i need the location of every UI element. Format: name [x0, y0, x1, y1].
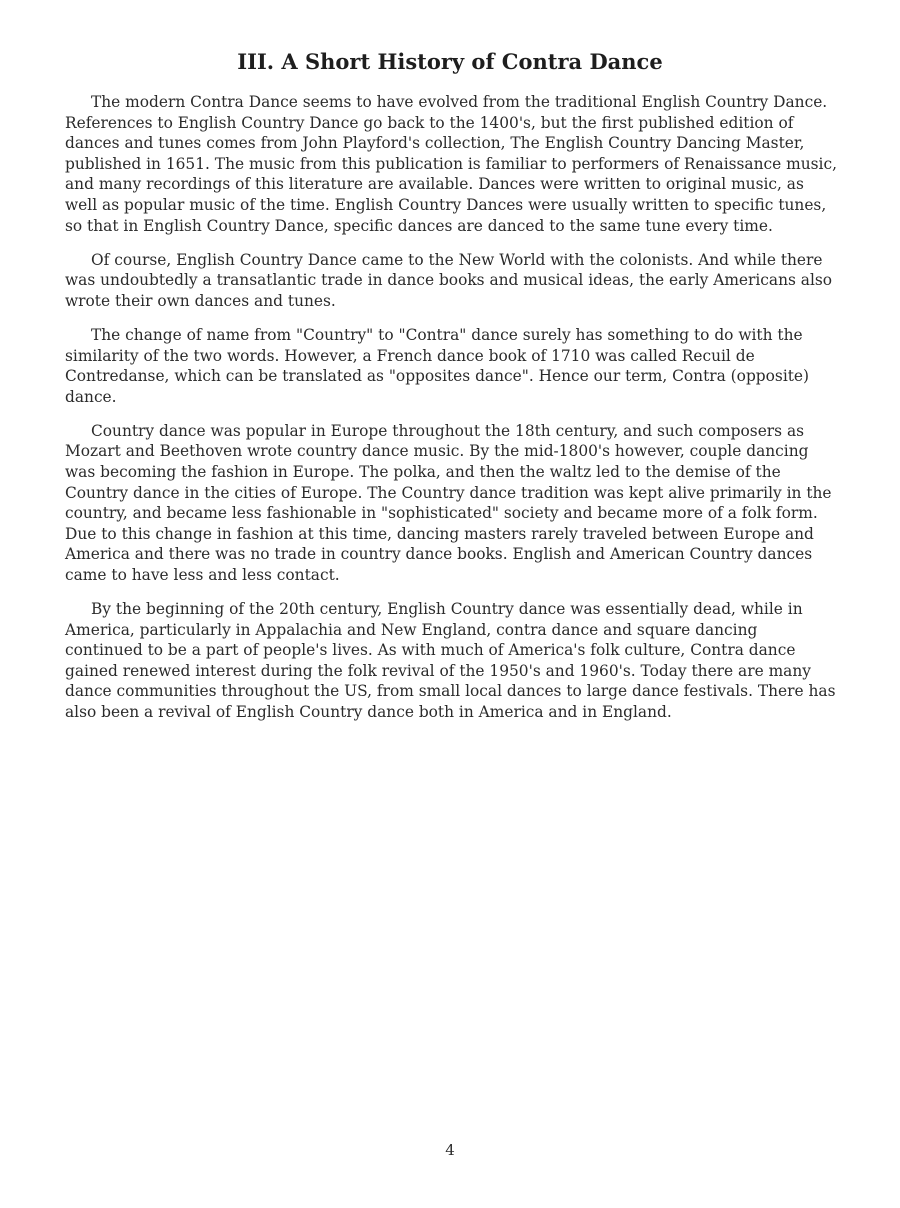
page-title: III. A Short History of Contra Dance [237, 49, 663, 74]
paragraph-origins: The modern Contra Dance seems to have evolved from the traditional English Country Dance. References to English Country Dance go back to the 1400's, but the first published edition of dances and tunes comes from John Playford's collection, The English Country Dancing Master, published in 1651. The music from this publication is familiar to performers of Renaissance music, and many recordings of this literature are available. Dances were written to original music, as well as popular music of the time. English Country Dances were usually written to specific tunes, so that in English Country Dance, specific dances are danced to the same tune every time. [65, 93, 837, 235]
paragraph-europe-decline: Country dance was popular in Europe throughout the 18th century, and such composers as Mozart and Beethoven wrote country dance music. By the mid-1800's however, couple dancing was becoming the fashion in Europe. The polka, and then the waltz led to the demise of the Country dance in the cities of Europe. The Country dance tradition was kept alive primarily in the country, and became less fashionable in "sophisticated" society and became more of a folk form. Due to this change in fashion at this time, dancing masters rarely traveled between Europe and America and there was no trade in country dance books. English and American Country dances came to have less and less contact. [65, 421, 832, 584]
page-number: 4 [445, 1141, 455, 1159]
paragraph-new-world: Of course, English Country Dance came to the New World with the colonists. And while there was undoubtedly a transatlantic trade in dance books and musical ideas, the early Americans also wrote their own dances and tunes. [65, 250, 833, 310]
paragraph-revival: By the beginning of the 20th century, English Country dance was essentially dead, while in America, particularly in Appalachia and New England, contra dance and square dancing continued to be a part of people's lives. As with much of America's folk culture, Contra dance gained renewed interest during the folk revival of the 1950's and 1960's. Today there are many dance communities throughout the US, from small local dances to large dance festivals. There has also been a revival of English Country dance both in America and in England. [65, 600, 836, 722]
paragraph-name-change: The change of name from "Country" to "Contra" dance surely has something to do with the similarity of the two words. However, a French dance book of 1710 was called Recuil de Contredanse, which can be translated as "opposites dance". Hence our term, Contra (opposite) dance. [65, 325, 810, 406]
body-text [65, 92, 837, 736]
